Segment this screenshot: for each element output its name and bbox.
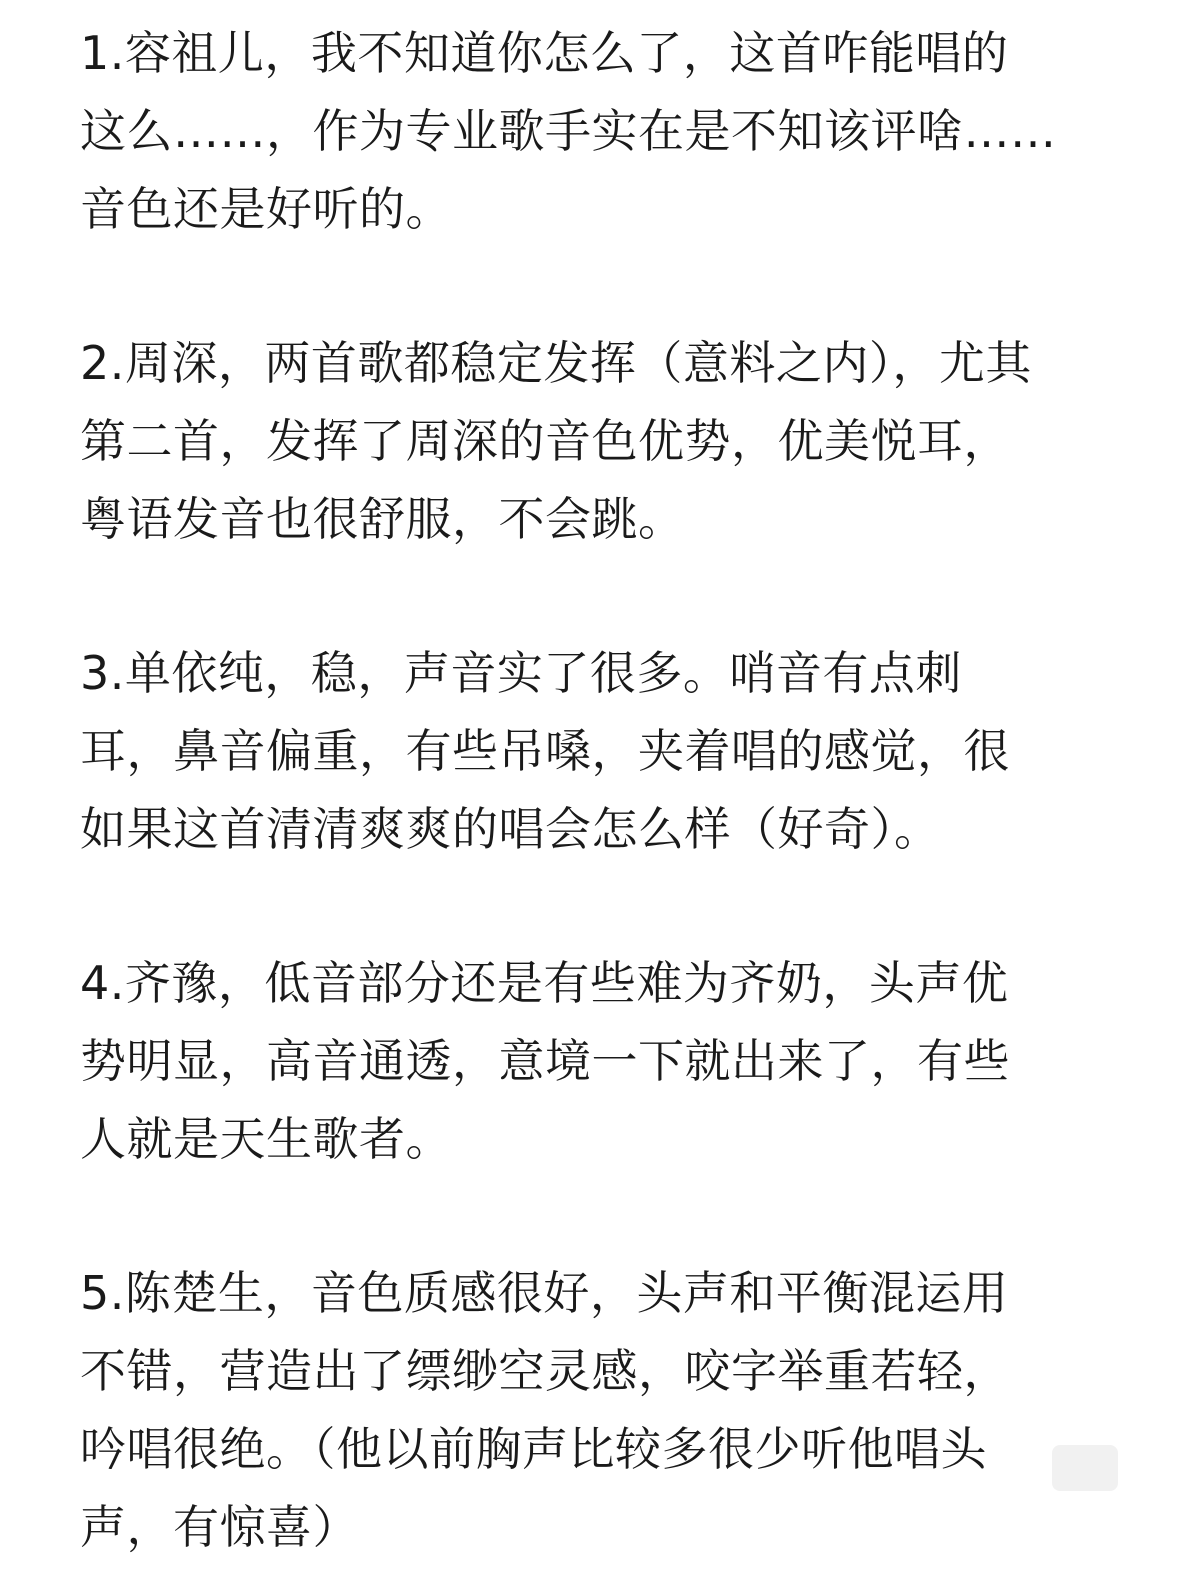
text-line: 2.周深，两首歌都稳定发挥（意料之内），尤其 [80,336,1032,390]
text-line: 吟唱很绝。（他以前胸声比较多很少听他唱头 [80,1422,987,1476]
paragraph-1 [80,14,1120,248]
text-line: 人就是天生歌者。 [80,1112,452,1166]
paragraph-2 [80,324,1120,558]
text-line: 5.陈楚生，音色质感很好，头声和平衡混运用 [80,1266,1009,1320]
text-line: 势明显，高音通透，意境一下就出来了，有些 [80,1034,1010,1088]
paragraph-4 [80,944,1120,1178]
text-line: 第二首，发挥了周深的音色优势，优美悦耳， [80,414,1010,468]
paragraph-5 [80,1254,1120,1566]
text-line: 粤语发音也很舒服，不会跳。 [80,492,685,546]
text-line: 声，有惊喜） [80,1500,359,1554]
text-line: 4.齐豫，低音部分还是有些难为齐奶，头声优 [80,956,1009,1010]
paragraph-3 [80,634,1120,868]
text-line: 如果这首清清爽爽的唱会怎么样（好奇）。 [80,802,941,856]
text-line: 耳，鼻音偏重，有些吊嗓，夹着唱的感觉，很 [80,724,1010,778]
text-line: 3.单依纯，稳，声音实了很多。哨音有点刺 [80,646,962,700]
text-line: 1.容祖儿，我不知道你怎么了，这首咋能唱的 [80,26,1009,80]
watermark-badge [1052,1445,1118,1491]
text-line: 不错，营造出了缥缈空灵感，咬字举重若轻， [80,1344,1010,1398]
article-body [80,14,1120,1566]
text-line: 这么……，作为专业歌手实在是不知该评啥…… [80,104,1057,158]
text-line: 音色还是好听的。 [80,182,452,236]
